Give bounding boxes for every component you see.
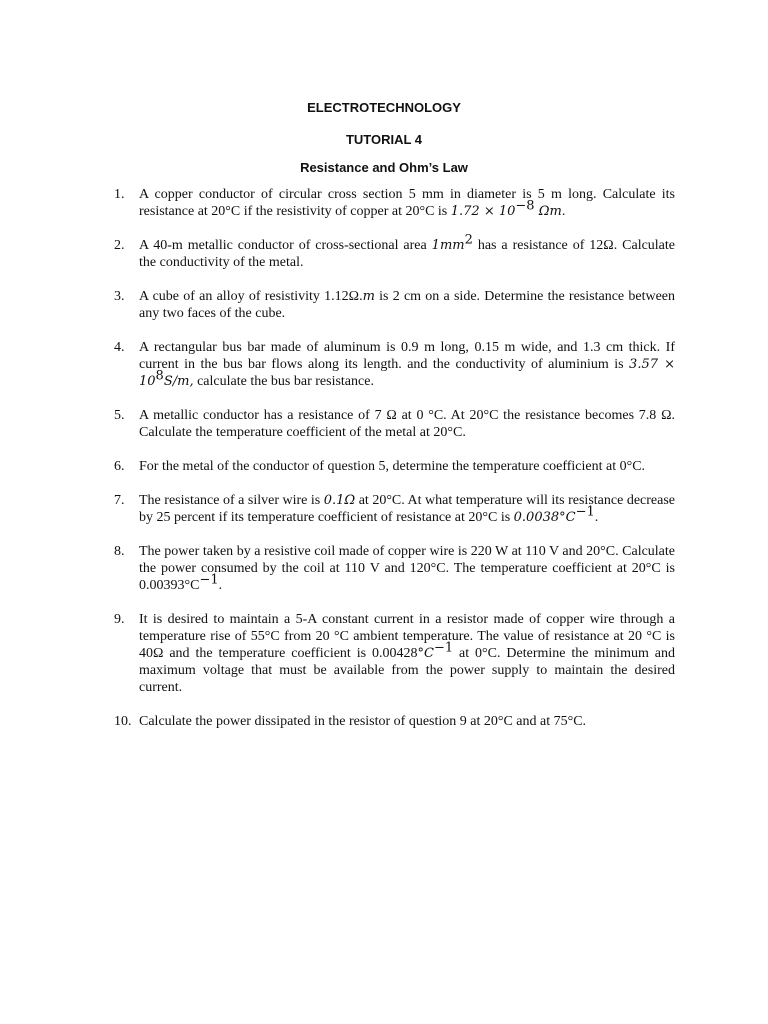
- question-item: [114, 186, 675, 220]
- question-item: [114, 543, 675, 594]
- question-number: 8.: [114, 544, 125, 559]
- question-number: 9.: [114, 612, 125, 627]
- question-text: A metallic conductor has a resistance of 7 Ω at 0 °C. At 20°C the resistance becomes 7.8 Ω. Calculate the temperature coefficient of the metal at 20°C.: [139, 408, 675, 440]
- question-item: [114, 407, 675, 441]
- question-item: [114, 288, 675, 322]
- question-item: [114, 492, 675, 526]
- question-text: A cube of an alloy of resistivity 1.12Ω.m is 2 cm on a side. Determine the resistance between any two faces of the cube.: [139, 289, 675, 321]
- question-text: For the metal of the conductor of question 5, determine the temperature coefficient at 0°C.: [139, 459, 646, 474]
- question-text: The resistance of a silver wire is 0.1Ω at 20°C. At what temperature will its resistance decrease by 25 percent if its temperature coefficient of resistance at 20°C is $0.0038^\circ C^{-1}$.: [139, 493, 675, 525]
- question-item: [114, 339, 675, 390]
- question-number: 1.: [114, 187, 125, 202]
- question-number: 7.: [114, 493, 125, 508]
- question-text: A copper conductor of circular cross section 5 mm in diameter is 5 m long. Calculate its resistance at 20°C if the resistivity of copper at 20°C is $1.72 \times 10^{-8}$ Ωm.: [139, 187, 675, 219]
- question-item: [114, 611, 675, 696]
- question-item: [114, 458, 675, 475]
- question-number: 4.: [114, 340, 125, 355]
- question-number: 6.: [114, 459, 125, 474]
- question-number: 2.: [114, 238, 125, 253]
- question-item: [114, 232, 675, 271]
- question-text: A 40-m metallic conductor of cross-sectional area $1mm^2$ has a resistance of 12Ω. Calculate the conductivity of the metal.: [139, 232, 675, 270]
- tutorial-number: TUTORIAL 4: [345, 132, 423, 147]
- document-title: ELECTROTECHNOLOGY: [307, 100, 461, 115]
- question-text: A rectangular bus bar made of aluminum is 0.9 m long, 0.15 m wide, and 1.3 cm thick. If current in the bus bar flows along its length. and the conductivity of aluminium is $3.57 \times 10^8S/m$, calculate the bus bar resistance.: [139, 340, 675, 389]
- document-subtitle: Resistance and Ohm’s Law: [300, 160, 468, 175]
- question-number: 5.: [114, 408, 125, 423]
- question-text: The power taken by a resistive coil made of copper wire is 220 W at 110 V and 20°C. Calculate the power consumed by the coil at 110 V and 120°C. The temperature coefficient at 20°C is $0.00393^\circ C^{-1}$.: [139, 544, 675, 593]
- question-number: 10.: [114, 714, 132, 729]
- question-number: 3.: [114, 289, 125, 304]
- question-text: Calculate the power dissipated in the resistor of question 9 at 20°C and at 75°C.: [139, 714, 587, 729]
- question-list: [114, 186, 675, 747]
- question-text: It is desired to maintain a 5-A constant current in a resistor made of copper wire through a temperature rise of 55°C from 20 °C ambient temperature. The value of resistance at 20 °C is 40Ω and the temperature coefficient is $0.00428^\circ C^{-1}$ at 0°C. Determine the minimum and maximum voltage that must be available from the power supply to maintain the desired current.: [139, 612, 675, 695]
- question-item: [114, 713, 675, 730]
